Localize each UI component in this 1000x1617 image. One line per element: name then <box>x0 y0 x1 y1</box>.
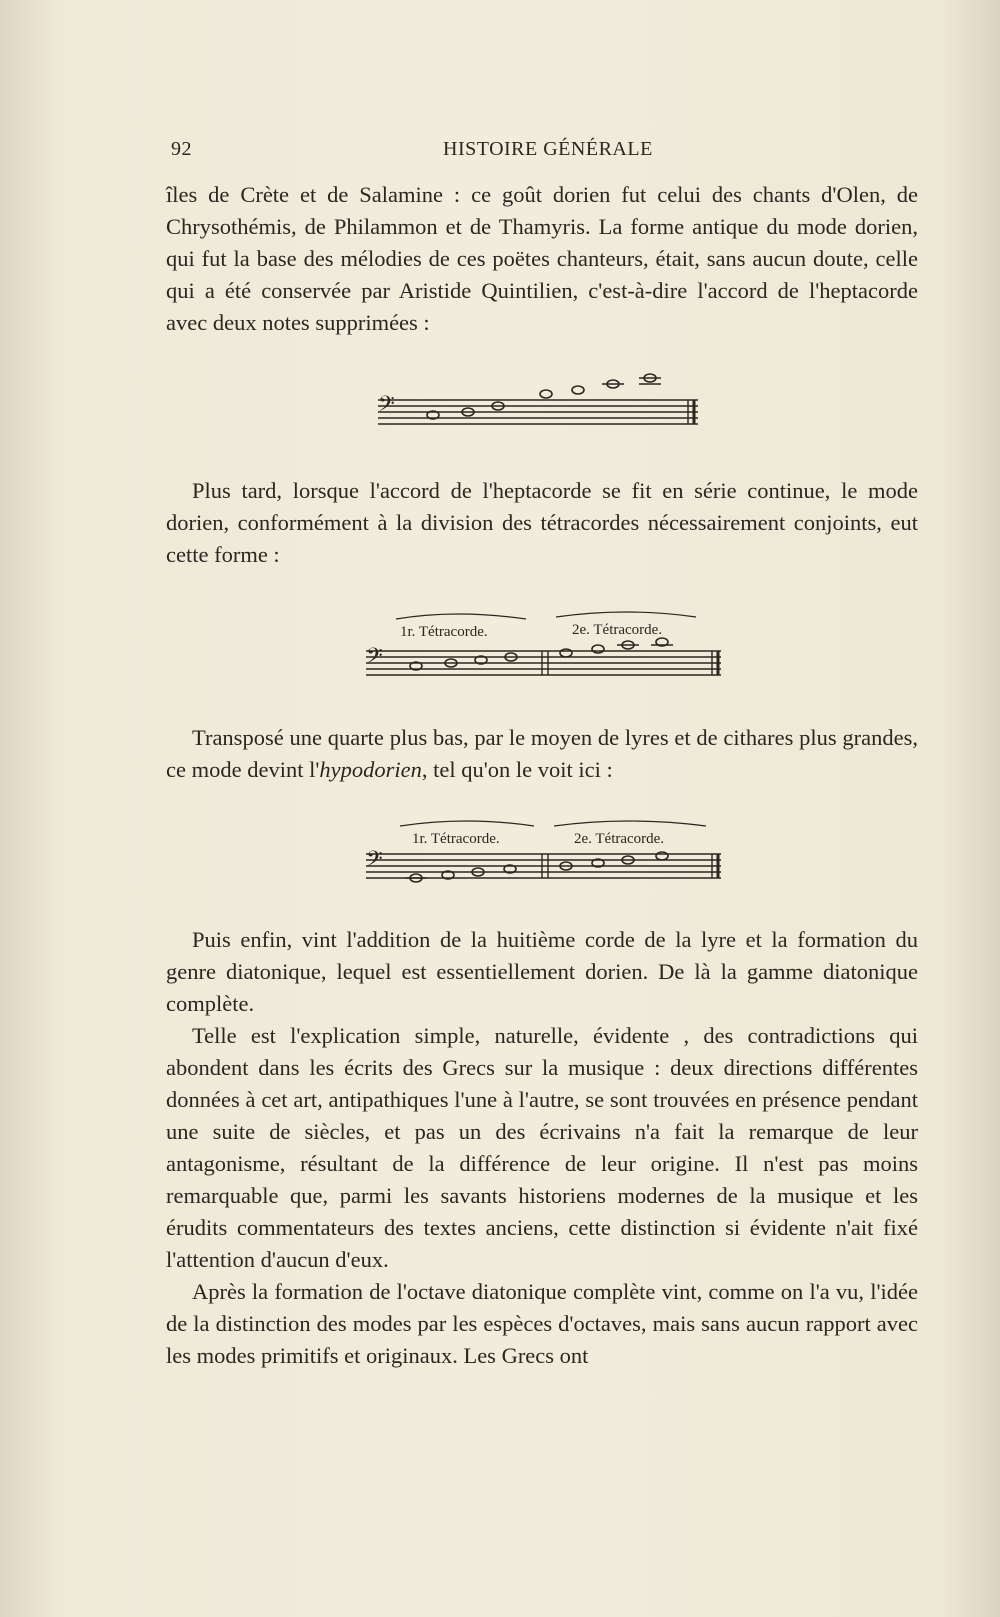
example-3-label-2: 2e. Tétracorde. <box>574 831 665 847</box>
svg-text:𝄢: 𝄢 <box>378 392 395 422</box>
svg-text:𝄢: 𝄢 <box>366 644 383 674</box>
paragraph-4-6 <box>166 924 918 1372</box>
paragraph-3-text <box>166 722 918 786</box>
paragraph-3-after: , tel qu'on le voit ici : <box>421 757 613 782</box>
paragraph-2-text: Plus tard, lorsque l'accord de l'heptacorde se fit en série continue, le mode dorien, conformément à la division des tétracordes nécessairement conjoints, eut cette forme : <box>166 478 918 567</box>
example-2-label-1: 1r. Tétracorde. <box>400 624 488 640</box>
example-3-label-1: 1r. Tétracorde. <box>412 831 500 847</box>
paragraph-3 <box>166 722 918 786</box>
svg-text:𝄢: 𝄢 <box>366 847 383 877</box>
music-example-1 <box>378 370 698 440</box>
paragraph-1-text: îles de Crète et de Salamine : ce goût dorien fut celui des chants d'Olen, de Chrysothémis, de Philammon et de Thamyris. La forme antique du mode dorien, qui fut la base des mélodies de ces poëtes chanteurs, était, sans aucun doute, celle qui a été conservée par Aristide Quintilien, c'est-à-dire l'accord de l'heptacorde avec deux notes supprimées : <box>166 182 918 335</box>
paragraph-4-text: Puis enfin, vint l'addition de la huitième corde de la lyre et la formation du genre diatonique, lequel est essentiellement dorien. De là la gamme diatonique complète. <box>166 927 918 1016</box>
page-number: 92 <box>171 138 192 160</box>
paragraph-2 <box>166 475 918 571</box>
paragraph-5-text: Telle est l'explication simple, naturelle, évidente , des contradictions qui abondent dans les écrits des Grecs sur la musique : deux directions différentes données à cet art, antipathiques l'une à l'autre, se sont trouvées en présence pendant une suite de siècles, et pas un des écrivains n'a fait la remarque de leur antagonisme, résultant de la différence de leur origine. Il n'est pas moins remarquable que, parmi les savants historiens modernes de la musique et les érudits commentateurs des textes anciens, cette distinction si évidente n'ait fixé l'attention d'aucun d'eux. <box>166 1023 918 1272</box>
paragraph-1 <box>166 179 918 339</box>
music-example-2 <box>366 605 726 690</box>
running-title: HISTOIRE GÉNÉRALE <box>443 138 653 160</box>
music-example-3 <box>366 814 726 894</box>
example-2-label-2: 2e. Tétracorde. <box>572 622 663 638</box>
paragraph-3-emphasis: hypodorien <box>319 757 422 782</box>
paragraph-6-text: Après la formation de l'octave diatonique complète vint, comme on l'a vu, l'idée de la distinction des modes par les espèces d'octaves, mais sans aucun rapport avec les modes primitifs et originaux. Les Grecs ont <box>166 1279 918 1368</box>
paragraph-3-before: Transposé une quarte plus bas, par le moyen de lyres et de cithares plus grandes, ce mode devint l' <box>166 725 918 782</box>
